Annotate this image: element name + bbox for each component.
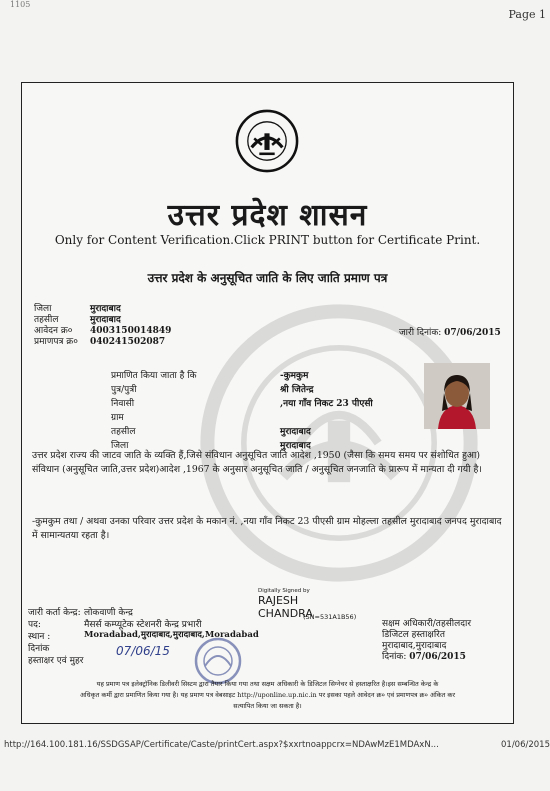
- note-line: यह प्रमाण पत्र इलेक्ट्रॉनिक डिलीवरी सिस्टम द्वारा तैयार किया गया तथा सक्षम अधिकारी के डिजिटल सिग्नेचर से हस्ताक्षरित है।इस सम्बन्धित केन्द्र के: [96, 680, 439, 688]
- corner-mark: 1105: [10, 0, 31, 9]
- officer-date: [382, 652, 471, 663]
- officer-sign: डिजिटल हस्ताक्षरित: [382, 630, 445, 640]
- meta-value: 040241502087: [90, 337, 166, 347]
- meta-value: मुरादाबाद: [90, 304, 121, 314]
- issue-date-value: 07/06/2015: [444, 328, 501, 338]
- officer-title: सक्षम अधिकारी/तहसीलदार: [382, 619, 472, 629]
- print-date: 01/06/2015: [501, 740, 550, 750]
- issuer-value: Moradabad,मुरादाबाद,मुरादाबाद,Moradabad: [84, 630, 259, 640]
- government-title: उत्तर प्रदेश शासन: [167, 198, 368, 233]
- page-number-label: Page 1: [508, 8, 546, 21]
- issuer-value: लोकवाणी केन्द्र: [84, 608, 133, 618]
- print-url: http://164.100.181.16/SSDGSAP/Certificate/Caste/printCert.aspx?$xxrtnoappcrx=NDAwMzE1MDAxN...: [4, 740, 439, 750]
- person-value: -कुमकुम: [280, 371, 309, 381]
- caste-statement: उत्तर प्रदेश राज्य की जाटव जाति के व्यक्ति हैं,जिसे संविधान अनुसूचित जाति आदेश ,1950 (जैसा कि समय समय पर संशोधित हुआ) संविधान (अनुसूचित जाति,उत्तर प्रदेश)आदेश ,1967 के अनुसार अनुसूचित जाति / अनुसूचित जनजाति के प्रारूप में मान्यता दी गयी है।: [32, 450, 482, 475]
- person-label: प्रमाणित किया जाता है कि: [111, 371, 197, 381]
- meta-label: आवेदन क्र०: [34, 326, 73, 336]
- issuer-label: दिनांक: [28, 644, 50, 654]
- officer-date-label: दिनांक:: [382, 652, 407, 662]
- issue-date: [399, 325, 501, 338]
- officer-date-value: 07/06/2015: [409, 652, 466, 662]
- person-value: मुरादाबाद: [280, 441, 311, 451]
- issuer-label: हस्ताक्षर एवं मुहर: [28, 656, 84, 666]
- note-line: अधिकृत कर्मी द्वारा प्रमाणित किया गया है। यह प्रमाण पत्र वेबसाइट http://uponline.up.nic.in पर इसका पहले आवेदन क्र० एवं प्रमाणपत्र क्र० अंकित कर: [79, 691, 456, 699]
- issuer-label: स्थान :: [28, 632, 51, 642]
- officer-place: मुरादाबाद,मुरादाबाद: [382, 641, 447, 651]
- person-value: ,नया गाँव निकट 23 पीएसी: [280, 399, 373, 409]
- officer-block: [382, 619, 471, 663]
- signer-name-first: RAJESH: [258, 594, 299, 607]
- applicant-portrait-icon: [424, 363, 490, 429]
- verification-note: [30, 679, 505, 712]
- person-value: श्री जितेन्द्र: [280, 385, 314, 395]
- person-value: मुरादाबाद: [280, 427, 311, 437]
- caste-certificate: [21, 82, 514, 724]
- digital-signed-label: Digitally Signed by: [258, 588, 310, 594]
- certificate-heading: उत्तर प्रदेश के अनुसूचित जाति के लिए जाति प्रमाण पत्र: [147, 271, 388, 285]
- issuer-value: मैसर्स कम्प्यूटेक स्टेशनरी केन्द्र प्रभारी: [84, 620, 202, 630]
- meta-label: तहसील: [34, 315, 59, 325]
- residence-statement: -कुमकुम तथा / अथवा उनका परिवार उत्तर प्रदेश के मकान नं. ,नया गाँव निकट 23 पीएसी ग्राम मोहल्ला तहसील मुरादाबाद जनपद मुरादाबाद में सामान्यतया रहता है।: [32, 516, 502, 541]
- meta-label: जिला: [34, 304, 52, 314]
- person-label: तहसील: [111, 427, 136, 437]
- note-line: सत्यापित किया जा सकता है।: [233, 702, 302, 710]
- state-emblem-icon: [235, 109, 299, 173]
- signer-name-last: CHANDRA: [258, 607, 313, 620]
- issue-date-label: जारी दिनांक:: [399, 328, 442, 338]
- person-label: जिला: [111, 441, 129, 451]
- person-label: ग्राम: [111, 413, 124, 423]
- issuer-label: जारी कर्ता केन्द्र:: [28, 608, 81, 618]
- meta-label: प्रमाणपत्र क्र०: [34, 337, 78, 347]
- signer-serial: (SN=531A1B56): [303, 613, 357, 621]
- person-label: निवासी: [111, 399, 135, 409]
- issuer-label: पद:: [28, 620, 41, 630]
- person-label: पुत्र/पुत्री: [111, 385, 137, 395]
- handwritten-date: 07/06/15: [116, 644, 170, 658]
- verification-subtitle: Only for Content Verification.Click PRINT button for Certificate Print.: [54, 233, 481, 247]
- meta-value: 4003150014849: [90, 326, 172, 336]
- meta-value: मुरादाबाद: [90, 315, 121, 325]
- applicant-photo: [424, 363, 490, 429]
